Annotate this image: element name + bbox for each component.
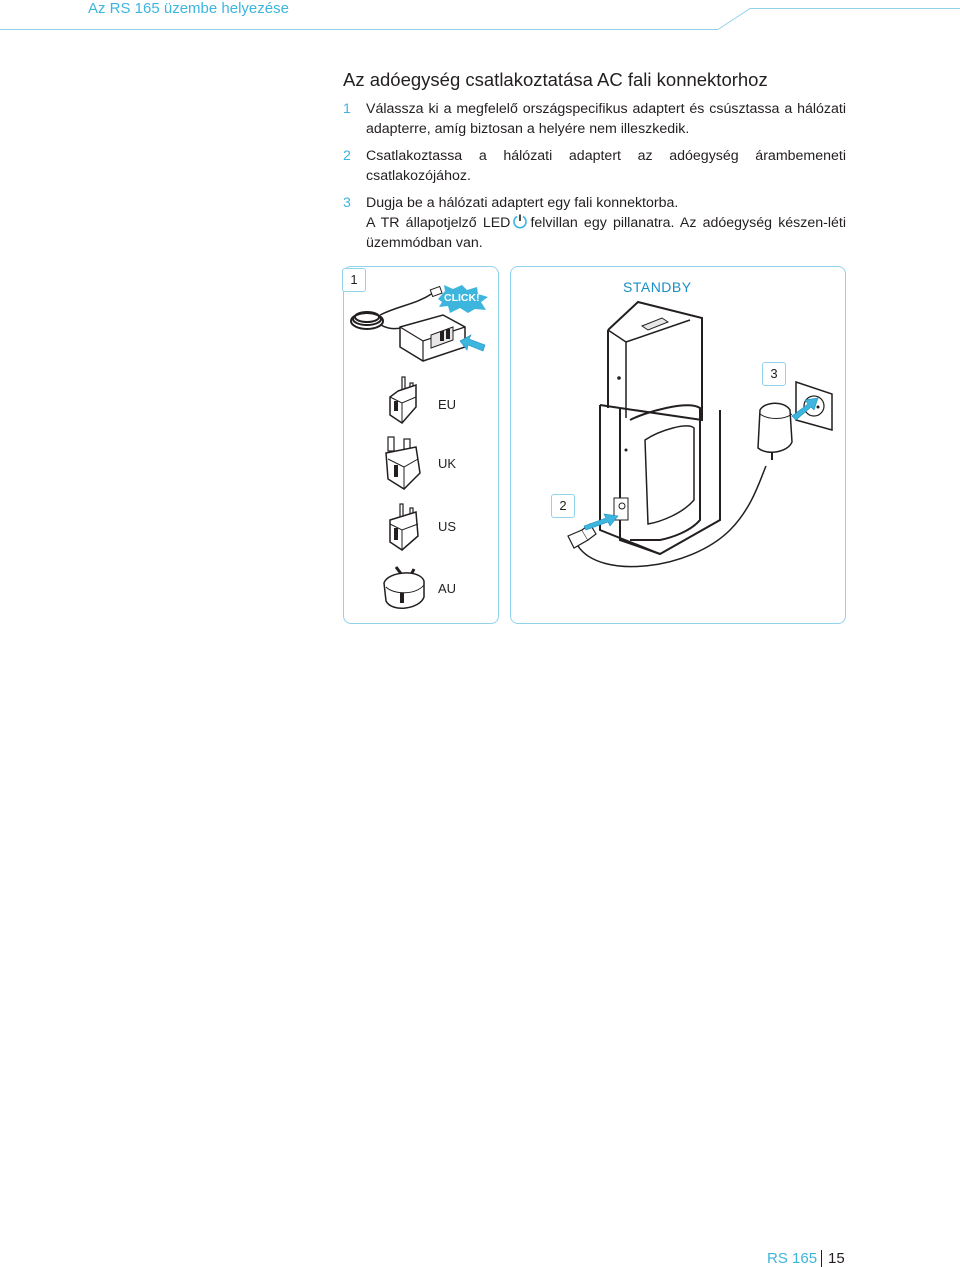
header-title: Az RS 165 üzembe helyezése [88,0,289,17]
plug-label-us: US [438,519,457,534]
step-text-led-before: A TR állapotjelző LED [366,215,511,231]
step-text: Válassza ki a megfelelő országspecifikus adaptert és csúsztassa a hálózati adapterre, amíg biztosan a helyére nem illeszkedik. [366,101,846,137]
figure-badge-2: 2 [551,494,575,518]
step-text: Dugja be a hálózati adaptert egy fali konnektorba. [366,195,679,211]
click-label: CLICK! [444,292,480,304]
plug-label-uk: UK [438,456,457,471]
plug-uk-icon [380,435,430,491]
step-2 [343,146,846,186]
footer-product-name: RS 165 [767,1250,818,1267]
section-title: Az adóegység csatlakoztatása AC fali konnektorhoz [343,69,768,90]
plug-label-au: AU [438,581,457,596]
power-icon [512,213,528,229]
plug-au-icon [380,565,430,617]
footer-page-number: 15 [828,1250,845,1267]
step-text-led-after: felvillan egy pillanatra. Az adóegység készen-léti üzemmódban van. [366,215,847,251]
footer-separator [821,1250,822,1267]
power-cable [560,460,800,570]
step-list [343,99,846,253]
plug-us-icon [380,500,430,556]
step-number: 1 [343,101,351,117]
plug-label-eu: EU [438,397,457,412]
step-1 [343,99,846,139]
step-text-led [366,213,846,253]
step-number: 3 [343,195,351,211]
standby-label: STANDBY [623,279,692,295]
figure-badge-1: 1 [342,268,366,292]
plug-eu-icon [380,375,430,427]
step-3 [343,193,846,253]
wall-outlet-illustration [750,380,840,470]
step-number: 2 [343,148,351,164]
step-text: Csatlakoztassa a hálózati adaptert az adóegység árambemeneti csatlakozójához. [366,148,846,184]
figure-badge-3: 3 [762,362,786,386]
